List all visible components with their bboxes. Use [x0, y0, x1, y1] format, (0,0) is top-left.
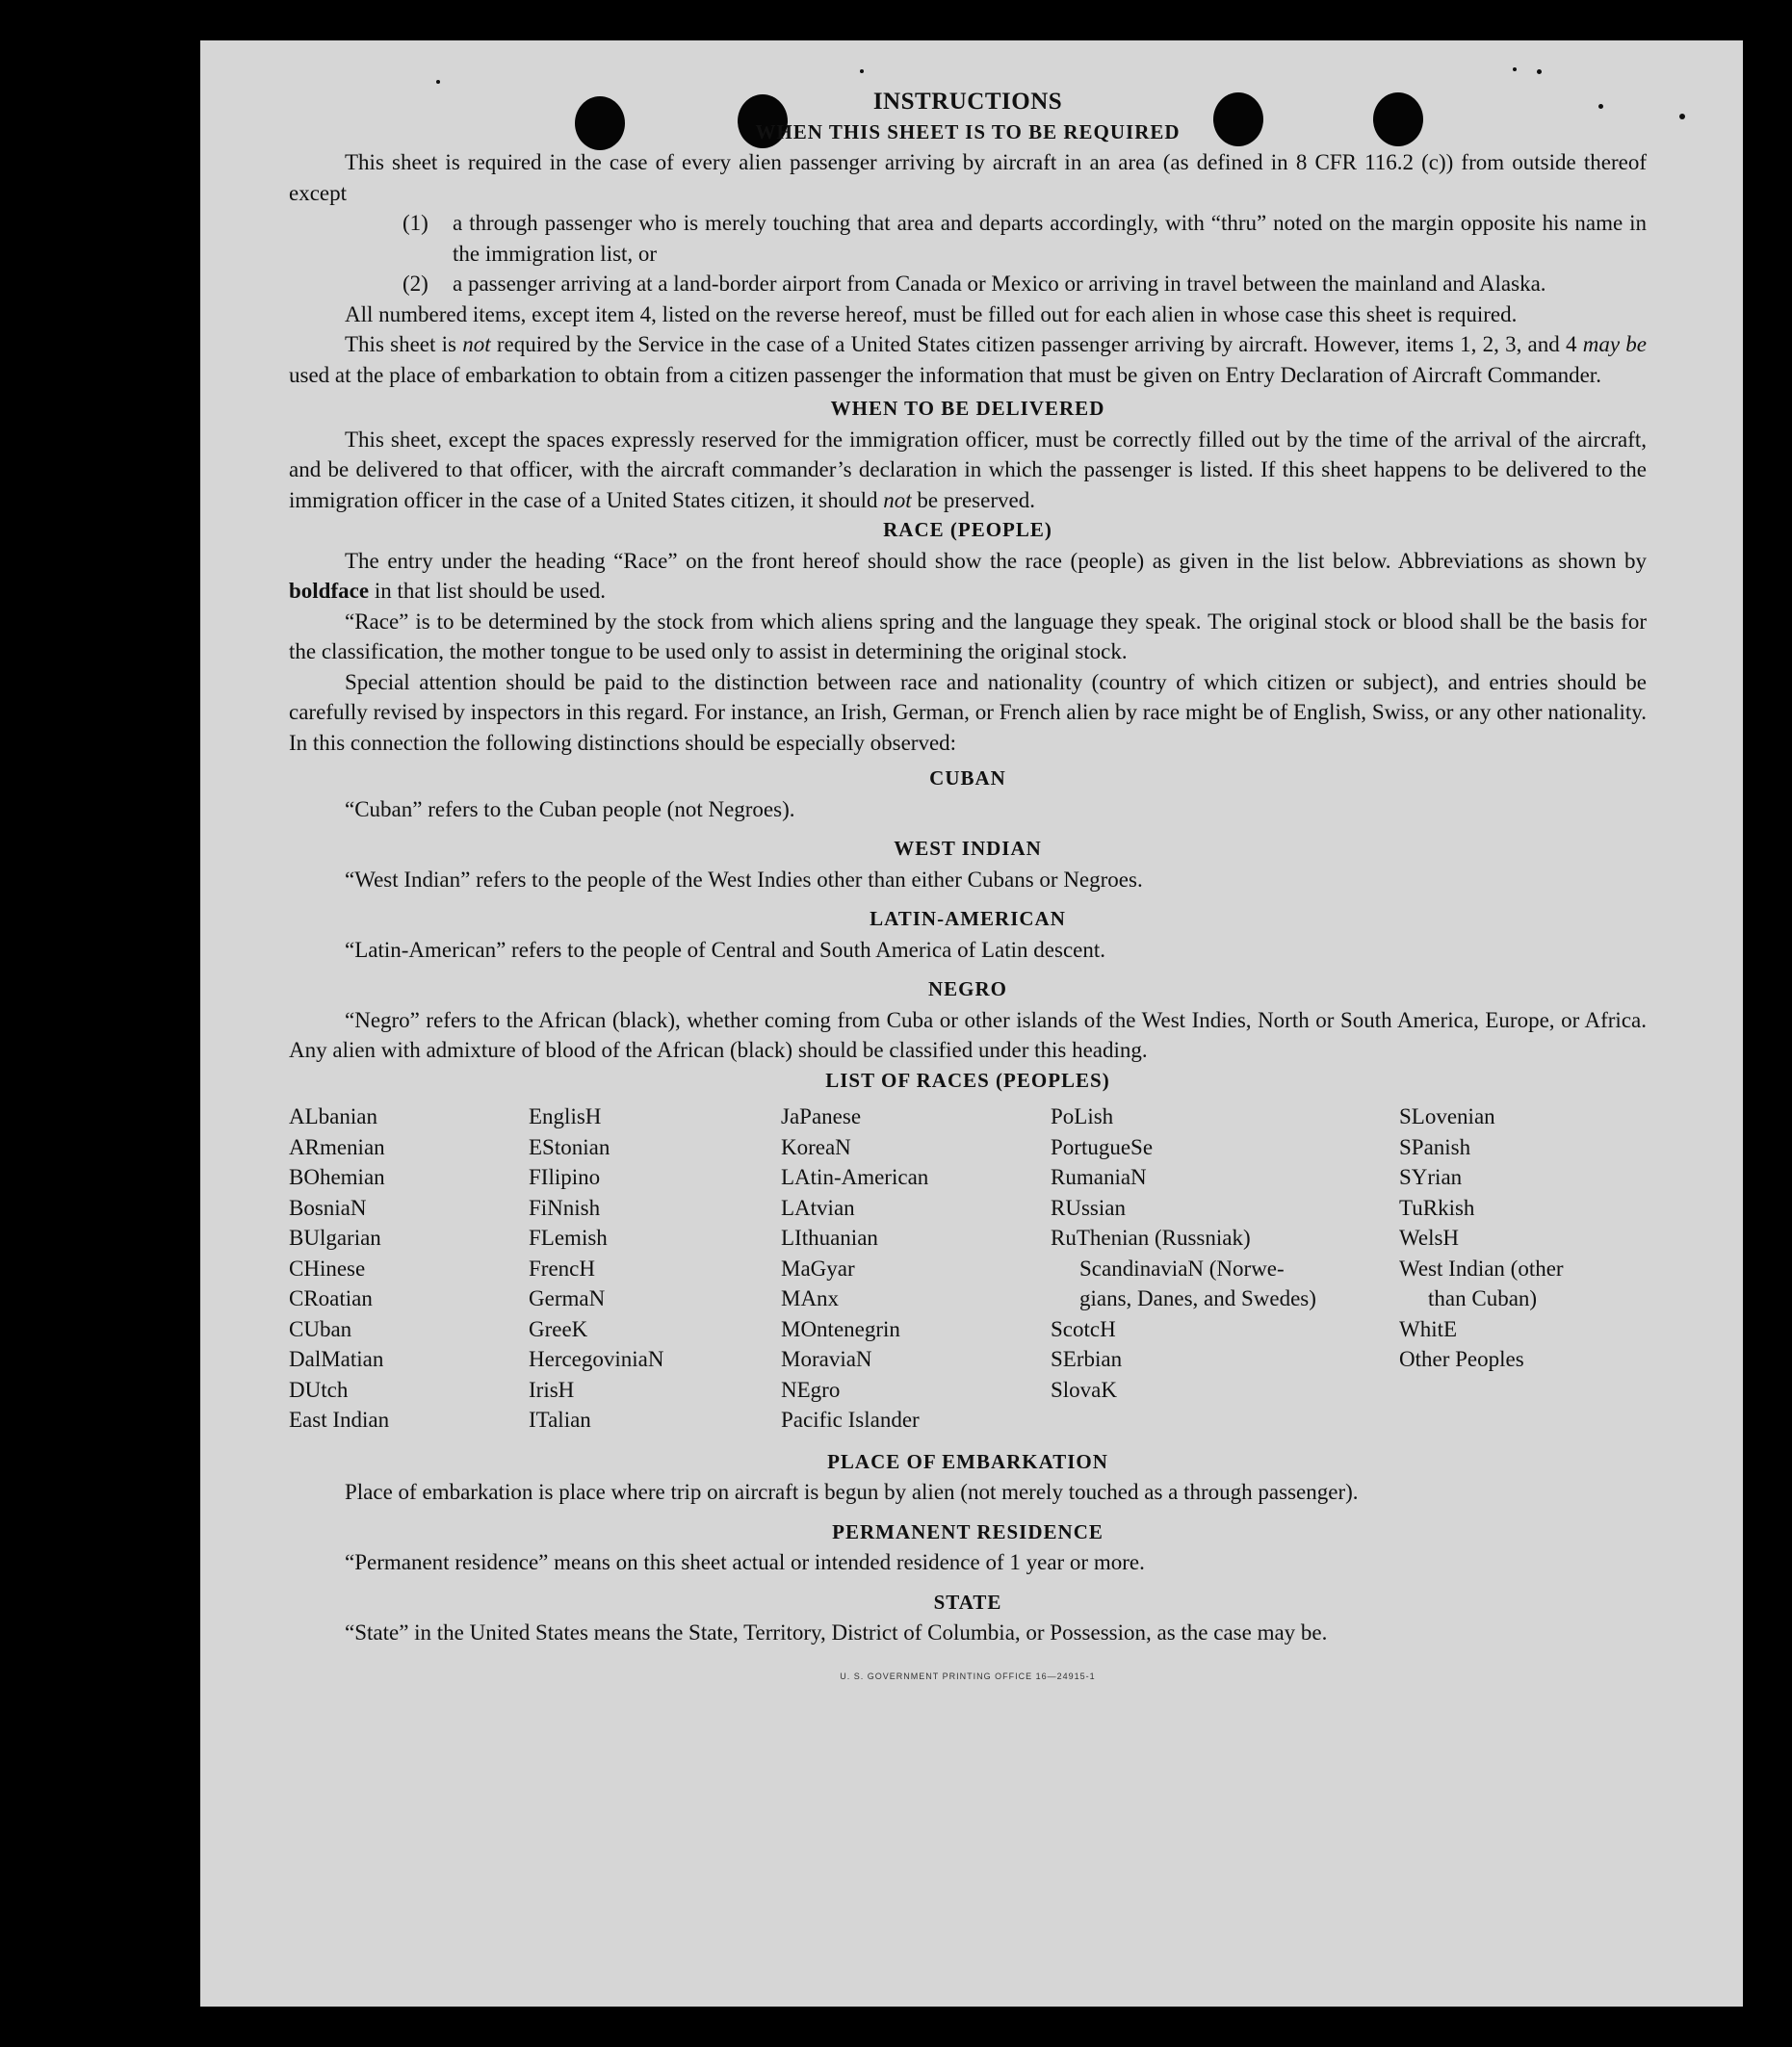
race-column	[1399, 1101, 1645, 1436]
paragraph: “Latin-American” refers to the people of Central and South America of Latin descent.	[345, 937, 1105, 962]
race-entry: SLovenian	[1399, 1104, 1495, 1128]
race-entry: DalMatian	[289, 1347, 384, 1371]
race-entry: East Indian	[289, 1408, 390, 1432]
heading-race: RACE (PEOPLE)	[883, 518, 1052, 541]
race-entry: GermaN	[529, 1286, 606, 1310]
heading-negro: NEGRO	[927, 977, 1007, 1000]
race-entry: ScotcH	[1051, 1316, 1116, 1341]
race-entry: RumaniaN	[1051, 1165, 1147, 1189]
document-page	[200, 40, 1743, 2007]
paragraph: Place of embarkation is place where trip on aircraft is begun by alien (not merely touched as a through passenger).	[345, 1480, 1359, 1504]
item-number: (1)	[403, 211, 429, 235]
race-entry: KoreaN	[781, 1134, 851, 1159]
race-entry: HercegoviniaN	[529, 1347, 664, 1371]
race-entry: CHinese	[289, 1256, 366, 1281]
race-entry: BUlgarian	[289, 1226, 381, 1250]
race-entry: SYrian	[1399, 1165, 1463, 1189]
race-entry: gians, Danes, and Swedes)	[1079, 1286, 1316, 1310]
race-column	[1051, 1101, 1399, 1436]
race-column	[529, 1101, 781, 1436]
race-entry: FLemish	[529, 1226, 608, 1250]
race-entry: BOhemian	[289, 1165, 385, 1189]
race-entry: TuRkish	[1399, 1195, 1475, 1220]
race-entry: CUban	[289, 1316, 352, 1341]
speck	[1679, 114, 1685, 119]
speck	[1513, 67, 1517, 71]
list-item	[403, 208, 1647, 269]
race-entry: ITalian	[529, 1408, 591, 1432]
printer-imprint: U. S. GOVERNMENT PRINTING OFFICE 16—24915-1	[840, 1671, 1096, 1681]
race-entry: Pacific Islander	[781, 1408, 920, 1432]
race-entry: ALbanian	[289, 1104, 377, 1128]
heading-when-required: WHEN THIS SHEET IS TO BE REQUIRED	[755, 119, 1181, 143]
heading-state: STATE	[933, 1590, 1002, 1614]
paragraph: “Race” is to be determined by the stock from which aliens spring and the language they speak. The original stock or blood shall be the basis for the classification, the mother tongue to be used only to assist in determining the original stock.	[289, 609, 1647, 663]
race-entry: MaGyar	[781, 1256, 855, 1281]
heading-permanent-residence: PERMANENT RESIDENCE	[832, 1519, 1104, 1543]
race-entry: NEgro	[781, 1377, 841, 1402]
race-entry: WhitE	[1399, 1316, 1458, 1341]
heading-place-of-embarkation: PLACE OF EMBARKATION	[827, 1449, 1108, 1473]
race-entry: PortugueSe	[1051, 1134, 1154, 1159]
paragraph: “State” in the United States means the State, Territory, District of Columbia, or Possession, as the case may be.	[345, 1620, 1328, 1645]
race-entry: EnglisH	[529, 1104, 602, 1128]
race-entry: MAnx	[781, 1286, 840, 1310]
race-entry: LAtvian	[781, 1195, 855, 1220]
paragraph: All numbered items, except item 4, listed on the reverse hereof, must be filled out for each alien in whose case this sheet is required.	[345, 301, 1518, 326]
item-number: (2)	[403, 272, 429, 296]
item-text: a through passenger who is merely touching that area and departs accordingly, with “thru” noted on the margin opposite his name in the immigration list, or	[453, 211, 1647, 266]
race-entry: CRoatian	[289, 1286, 373, 1310]
race-entry: DUtch	[289, 1377, 349, 1402]
heading-west-indian: WEST INDIAN	[894, 837, 1042, 860]
race-entry: SErbian	[1051, 1347, 1123, 1371]
race-entry: WelsH	[1399, 1226, 1460, 1250]
race-entry: ARmenian	[289, 1134, 385, 1159]
race-entry: MoraviaN	[781, 1347, 872, 1371]
race-entry: JaPanese	[781, 1104, 862, 1128]
race-entry: LAtin-American	[781, 1165, 929, 1189]
speck	[436, 80, 440, 84]
race-entry: RuThenian (Russniak)	[1051, 1226, 1251, 1250]
heading-latin-american: LATIN-AMERICAN	[870, 907, 1066, 930]
race-column	[289, 1101, 529, 1436]
paragraph: This sheet is required in the case of every alien passenger arriving by aircraft in an area (as defined in 8 CFR 116.2 (c)) from outside thereof except	[289, 150, 1647, 205]
paragraph: The entry under the heading “Race” on the front hereof should show the race (people) as given in the list below. Abbreviations as shown by boldface in that list should be used.	[289, 548, 1647, 603]
paragraph: This sheet, except the spaces expressly reserved for the immigration officer, must be correctly filled out by the time of the arrival of the aircraft, and be delivered to that officer, with the aircraft commander’s declaration in which the passenger is listed. If this sheet happens to be delivered to the immigration officer in the case of a United States citizen, it should not be preserved.	[289, 427, 1647, 512]
paragraph: “Negro” refers to the African (black), whether coming from Cuba or other islands of the West Indies, North or South America, Europe, or Africa. Any alien with admixture of blood of the African (black) should be classified under this heading.	[289, 1007, 1647, 1062]
paragraph: Special attention should be paid to the distinction between race and nationality (country of which citizen or subject), and entries should be carefully revised by inspectors in this regard. For instance, an Irish, German, or French alien by race might be of English, Swiss, or any other nationality. In this connection the following distinctions should be especially observed:	[289, 669, 1647, 755]
race-entry: EStonian	[529, 1134, 610, 1159]
race-entry: PoLish	[1051, 1104, 1114, 1128]
race-entry: MOntenegrin	[781, 1316, 900, 1341]
race-entry: RUssian	[1051, 1195, 1126, 1220]
race-entry: LIthuanian	[781, 1226, 878, 1250]
race-entry: SPanish	[1399, 1134, 1471, 1159]
paragraph: “West Indian” refers to the people of the West Indies other than either Cubans or Negroes.	[345, 867, 1143, 892]
list-of-races	[289, 1101, 1647, 1436]
race-entry: FIlipino	[529, 1165, 601, 1189]
race-entry: SlovaK	[1051, 1377, 1117, 1402]
paragraph: “Cuban” refers to the Cuban people (not Negroes).	[345, 796, 795, 821]
title: INSTRUCTIONS	[872, 89, 1063, 115]
speck	[860, 69, 864, 73]
instructions-text	[289, 87, 1647, 1692]
race-entry: ScandinaviaN (Norwe-	[1079, 1256, 1285, 1281]
list-item	[403, 269, 1647, 299]
race-entry: than Cuban)	[1428, 1286, 1538, 1310]
race-entry: GreeK	[529, 1316, 588, 1341]
speck	[1537, 69, 1542, 74]
heading-list-of-races: LIST OF RACES (PEOPLES)	[825, 1068, 1110, 1092]
item-text: a passenger arriving at a land-border airport from Canada or Mexico or arriving in travel between the mainland and Alaska.	[453, 272, 1546, 296]
heading-when-delivered: WHEN TO BE DELIVERED	[830, 397, 1105, 420]
race-column	[781, 1101, 1051, 1436]
race-entry: BosniaN	[289, 1195, 367, 1220]
race-entry: Other Peoples	[1399, 1347, 1524, 1371]
race-entry: FrencH	[529, 1256, 595, 1281]
paragraph: “Permanent residence” means on this sheet actual or intended residence of 1 year or more.	[345, 1550, 1145, 1574]
race-entry: IrisH	[529, 1377, 575, 1402]
race-entry: West Indian (other	[1399, 1256, 1564, 1281]
heading-cuban: CUBAN	[929, 766, 1006, 790]
race-entry: FiNnish	[529, 1195, 601, 1220]
paragraph: This sheet is not required by the Service in the case of a United States citizen passenger arriving by aircraft. However, items 1, 2, 3, and 4 may be used at the place of embarkation to obtain from a citizen passenger the information that must be given on Entry Declaration of Aircraft Commander.	[289, 332, 1647, 387]
